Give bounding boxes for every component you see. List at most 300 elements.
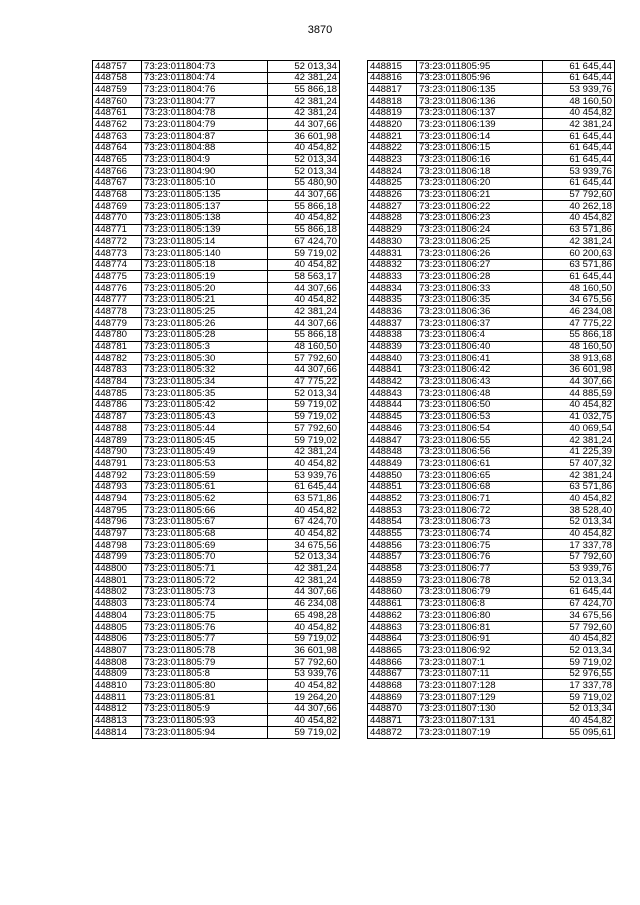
record-number-cell: 448847 <box>368 435 417 447</box>
table-row <box>368 224 615 236</box>
cadastral-value-cell: 36 601,98 <box>268 131 340 143</box>
cadastral-number-cell: 73:23:011807:19 <box>417 727 543 739</box>
cadastral-number-cell: 73:23:011805:95 <box>417 61 543 73</box>
cadastral-value-cell: 59 719,02 <box>268 399 340 411</box>
cadastral-number-cell: 73:23:011804:79 <box>142 119 268 131</box>
cadastral-number-cell: 73:23:011804:9 <box>142 154 268 166</box>
cadastral-value-cell: 34 675,56 <box>543 610 615 622</box>
record-number-cell: 448779 <box>93 318 142 330</box>
cadastral-number-cell: 73:23:011806:14 <box>417 131 543 143</box>
cadastral-value-cell: 53 939,76 <box>543 563 615 575</box>
cadastral-number-cell: 73:23:011805:32 <box>142 364 268 376</box>
record-number-cell: 448758 <box>93 72 142 84</box>
cadastral-number-cell: 73:23:011805:93 <box>142 715 268 727</box>
table-row <box>93 224 340 236</box>
record-number-cell: 448824 <box>368 166 417 178</box>
cadastral-value-cell: 42 381,24 <box>268 446 340 458</box>
table-row <box>93 563 340 575</box>
cadastral-value-cell: 57 792,60 <box>543 189 615 201</box>
cadastral-value-cell: 58 563,17 <box>268 271 340 283</box>
table-row <box>93 435 340 447</box>
record-number-cell: 448788 <box>93 423 142 435</box>
cadastral-number-cell: 73:23:011806:20 <box>417 177 543 189</box>
table-row <box>368 119 615 131</box>
cadastral-value-cell: 42 381,24 <box>268 563 340 575</box>
record-number-cell: 448830 <box>368 236 417 248</box>
cadastral-value-cell: 48 160,50 <box>543 341 615 353</box>
cadastral-value-cell: 40 454,82 <box>268 680 340 692</box>
record-number-cell: 448862 <box>368 610 417 622</box>
cadastral-number-cell: 73:23:011806:15 <box>417 142 543 154</box>
cadastral-value-cell: 40 454,82 <box>543 107 615 119</box>
table-row <box>368 283 615 295</box>
cadastral-number-cell: 73:23:011806:55 <box>417 435 543 447</box>
cadastral-value-cell: 67 424,70 <box>543 598 615 610</box>
cadastral-value-cell: 48 160,50 <box>543 283 615 295</box>
table-row <box>93 248 340 260</box>
table-row <box>93 142 340 154</box>
cadastral-number-cell: 73:23:011807:128 <box>417 680 543 692</box>
table-row <box>93 493 340 505</box>
record-number-cell: 448818 <box>368 96 417 108</box>
cadastral-value-cell: 44 307,66 <box>268 586 340 598</box>
cadastral-value-cell: 52 013,34 <box>543 575 615 587</box>
cadastral-value-cell: 40 454,82 <box>268 505 340 517</box>
cadastral-number-cell: 73:23:011806:24 <box>417 224 543 236</box>
cadastral-number-cell: 73:23:011806:73 <box>417 516 543 528</box>
table-row <box>93 96 340 108</box>
cadastral-number-cell: 73:23:011806:76 <box>417 551 543 563</box>
cadastral-value-cell: 52 013,34 <box>543 645 615 657</box>
record-number-cell: 448850 <box>368 470 417 482</box>
cadastral-number-cell: 73:23:011807:131 <box>417 715 543 727</box>
record-number-cell: 448805 <box>93 622 142 634</box>
page-number: 3870 <box>307 24 333 36</box>
cadastral-value-cell: 57 407,32 <box>543 458 615 470</box>
cadastral-number-cell: 73:23:011806:81 <box>417 622 543 634</box>
cadastral-number-cell: 73:23:011806:27 <box>417 259 543 271</box>
cadastral-number-cell: 73:23:011804:87 <box>142 131 268 143</box>
cadastral-value-cell: 53 939,76 <box>543 84 615 96</box>
cadastral-value-cell: 53 939,76 <box>543 166 615 178</box>
record-number-cell: 448776 <box>93 283 142 295</box>
cadastral-value-cell: 59 719,02 <box>543 657 615 669</box>
table-row <box>93 61 340 73</box>
record-number-cell: 448789 <box>93 435 142 447</box>
table-row <box>368 458 615 470</box>
record-number-cell: 448803 <box>93 598 142 610</box>
cadastral-number-cell: 73:23:011806:21 <box>417 189 543 201</box>
cadastral-number-cell: 73:23:011805:67 <box>142 516 268 528</box>
record-number-cell: 448817 <box>368 84 417 96</box>
record-number-cell: 448768 <box>93 189 142 201</box>
table-row <box>368 505 615 517</box>
cadastral-value-cell: 42 381,24 <box>268 306 340 318</box>
record-number-cell: 448841 <box>368 364 417 376</box>
cadastral-value-cell: 42 381,24 <box>543 119 615 131</box>
cadastral-value-cell: 19 264,20 <box>268 692 340 704</box>
cadastral-value-cell: 55 866,18 <box>268 329 340 341</box>
table-row <box>368 84 615 96</box>
cadastral-number-cell: 73:23:011805:77 <box>142 633 268 645</box>
record-number-cell: 448859 <box>368 575 417 587</box>
table-row <box>368 341 615 353</box>
table-row <box>93 633 340 645</box>
record-number-cell: 448757 <box>93 61 142 73</box>
table-row <box>368 703 615 715</box>
cadastral-number-cell: 73:23:011805:79 <box>142 657 268 669</box>
record-number-cell: 448832 <box>368 259 417 271</box>
cadastral-value-cell: 67 424,70 <box>268 516 340 528</box>
table-row <box>368 294 615 306</box>
cadastral-number-cell: 73:23:011805:34 <box>142 376 268 388</box>
cadastral-value-cell: 40 454,82 <box>268 212 340 224</box>
table-row <box>93 107 340 119</box>
cadastral-number-cell: 73:23:011806:42 <box>417 364 543 376</box>
table-row <box>368 528 615 540</box>
record-number-cell: 448759 <box>93 84 142 96</box>
record-number-cell: 448839 <box>368 341 417 353</box>
table-row <box>368 610 615 622</box>
cadastral-value-cell: 44 307,66 <box>268 119 340 131</box>
record-number-cell: 448864 <box>368 633 417 645</box>
table-row <box>93 645 340 657</box>
cadastral-value-cell: 40 454,82 <box>543 715 615 727</box>
table-row <box>93 470 340 482</box>
table-row <box>93 364 340 376</box>
cadastral-number-cell: 73:23:011806:137 <box>417 107 543 119</box>
table-row <box>93 283 340 295</box>
table-row <box>368 470 615 482</box>
cadastral-value-cell: 47 775,22 <box>543 318 615 330</box>
cadastral-number-cell: 73:23:011805:135 <box>142 189 268 201</box>
cadastral-number-cell: 73:23:011806:25 <box>417 236 543 248</box>
record-number-cell: 448774 <box>93 259 142 271</box>
table-row <box>368 411 615 423</box>
cadastral-value-cell: 52 013,34 <box>268 388 340 400</box>
cadastral-number-cell: 73:23:011805:94 <box>142 727 268 739</box>
record-number-cell: 448767 <box>93 177 142 189</box>
table-row <box>368 598 615 610</box>
table-row <box>368 633 615 645</box>
cadastral-number-cell: 73:23:011806:79 <box>417 586 543 598</box>
table-row <box>368 540 615 552</box>
cadastral-number-cell: 73:23:011805:53 <box>142 458 268 470</box>
cadastral-value-cell: 41 032,75 <box>543 411 615 423</box>
table-row <box>368 423 615 435</box>
table-row <box>93 551 340 563</box>
record-number-cell: 448857 <box>368 551 417 563</box>
record-number-cell: 448852 <box>368 493 417 505</box>
record-number-cell: 448840 <box>368 353 417 365</box>
record-number-cell: 448793 <box>93 481 142 493</box>
cadastral-number-cell: 73:23:011805:138 <box>142 212 268 224</box>
table-row <box>93 528 340 540</box>
record-number-cell: 448762 <box>93 119 142 131</box>
record-number-cell: 448833 <box>368 271 417 283</box>
cadastral-number-cell: 73:23:011806:4 <box>417 329 543 341</box>
cadastral-number-cell: 73:23:011805:42 <box>142 399 268 411</box>
table-row <box>368 271 615 283</box>
table-row <box>368 645 615 657</box>
record-number-cell: 448763 <box>93 131 142 143</box>
record-number-cell: 448761 <box>93 107 142 119</box>
record-number-cell: 448796 <box>93 516 142 528</box>
table-row <box>93 715 340 727</box>
cadastral-value-cell: 57 792,60 <box>268 423 340 435</box>
cadastral-value-cell: 52 013,34 <box>268 61 340 73</box>
table-row <box>368 575 615 587</box>
table-row <box>368 715 615 727</box>
record-number-cell: 448829 <box>368 224 417 236</box>
cadastral-number-cell: 73:23:011805:72 <box>142 575 268 587</box>
record-number-cell: 448849 <box>368 458 417 470</box>
table-row <box>368 166 615 178</box>
record-number-cell: 448806 <box>93 633 142 645</box>
record-number-cell: 448835 <box>368 294 417 306</box>
table-row <box>368 248 615 260</box>
table-row <box>93 516 340 528</box>
record-number-cell: 448790 <box>93 446 142 458</box>
table-row <box>368 96 615 108</box>
record-number-cell: 448798 <box>93 540 142 552</box>
cadastral-number-cell: 73:23:011806:68 <box>417 481 543 493</box>
cadastral-number-cell: 73:23:011805:18 <box>142 259 268 271</box>
cadastral-number-cell: 73:23:011806:50 <box>417 399 543 411</box>
cadastral-number-cell: 73:23:011806:53 <box>417 411 543 423</box>
cadastral-number-cell: 73:23:011806:136 <box>417 96 543 108</box>
cadastral-number-cell: 73:23:011806:8 <box>417 598 543 610</box>
table-row <box>93 201 340 213</box>
cadastral-value-cell: 61 645,44 <box>543 586 615 598</box>
cadastral-number-cell: 73:23:011806:139 <box>417 119 543 131</box>
record-number-cell: 448863 <box>368 622 417 634</box>
table-row <box>368 376 615 388</box>
cadastral-number-cell: 73:23:011807:130 <box>417 703 543 715</box>
cadastral-value-cell: 52 013,34 <box>268 551 340 563</box>
table-row <box>93 458 340 470</box>
record-number-cell: 448801 <box>93 575 142 587</box>
record-number-cell: 448845 <box>368 411 417 423</box>
table-row <box>368 212 615 224</box>
cadastral-number-cell: 73:23:011806:65 <box>417 470 543 482</box>
table-row <box>93 598 340 610</box>
cadastral-number-cell: 73:23:011805:44 <box>142 423 268 435</box>
cadastral-value-cell: 44 307,66 <box>268 364 340 376</box>
cadastral-value-cell: 47 775,22 <box>268 376 340 388</box>
record-number-cell: 448821 <box>368 131 417 143</box>
table-row <box>368 551 615 563</box>
record-number-cell: 448810 <box>93 680 142 692</box>
record-number-cell: 448871 <box>368 715 417 727</box>
cadastral-value-cell: 52 013,34 <box>268 154 340 166</box>
record-number-cell: 448792 <box>93 470 142 482</box>
cadastral-number-cell: 73:23:011807:11 <box>417 668 543 680</box>
cadastral-number-cell: 73:23:011804:88 <box>142 142 268 154</box>
table-row <box>93 72 340 84</box>
record-number-cell: 448842 <box>368 376 417 388</box>
cadastral-value-cell: 44 307,66 <box>543 376 615 388</box>
record-number-cell: 448807 <box>93 645 142 657</box>
table-row <box>93 166 340 178</box>
record-number-cell: 448794 <box>93 493 142 505</box>
cadastral-value-cell: 60 200,63 <box>543 248 615 260</box>
cadastral-number-cell: 73:23:011806:35 <box>417 294 543 306</box>
table-row <box>93 119 340 131</box>
record-number-cell: 448784 <box>93 376 142 388</box>
cadastral-value-cell: 44 307,66 <box>268 283 340 295</box>
cadastral-value-cell: 52 013,34 <box>543 703 615 715</box>
record-number-cell: 448816 <box>368 72 417 84</box>
table-row <box>368 306 615 318</box>
cadastral-value-cell: 63 571,86 <box>543 259 615 271</box>
cadastral-value-cell: 38 913,68 <box>543 353 615 365</box>
cadastral-value-cell: 36 601,98 <box>268 645 340 657</box>
record-number-cell: 448795 <box>93 505 142 517</box>
table-row <box>93 177 340 189</box>
cadastral-number-cell: 73:23:011806:74 <box>417 528 543 540</box>
record-number-cell: 448764 <box>93 142 142 154</box>
table-row <box>93 84 340 96</box>
cadastral-number-cell: 73:23:011807:129 <box>417 692 543 704</box>
cadastral-number-cell: 73:23:011805:49 <box>142 446 268 458</box>
cadastral-value-cell: 34 675,56 <box>543 294 615 306</box>
table-row <box>93 189 340 201</box>
cadastral-number-cell: 73:23:011804:90 <box>142 166 268 178</box>
cadastral-value-cell: 40 454,82 <box>268 458 340 470</box>
cadastral-number-cell: 73:23:011806:33 <box>417 283 543 295</box>
cadastral-number-cell: 73:23:011806:72 <box>417 505 543 517</box>
cadastral-value-cell: 57 792,60 <box>543 551 615 563</box>
cadastral-value-cell: 34 675,56 <box>268 540 340 552</box>
cadastral-value-cell: 48 160,50 <box>268 341 340 353</box>
cadastral-number-cell: 73:23:011805:45 <box>142 435 268 447</box>
table-row <box>368 318 615 330</box>
cadastral-value-cell: 57 792,60 <box>543 622 615 634</box>
cadastral-number-cell: 73:23:011806:75 <box>417 540 543 552</box>
table-row <box>368 388 615 400</box>
record-number-cell: 448834 <box>368 283 417 295</box>
cadastral-value-cell: 42 381,24 <box>543 470 615 482</box>
record-number-cell: 448770 <box>93 212 142 224</box>
record-number-cell: 448791 <box>93 458 142 470</box>
table-row <box>93 388 340 400</box>
cadastral-number-cell: 73:23:011805:76 <box>142 622 268 634</box>
record-number-cell: 448869 <box>368 692 417 704</box>
table-row <box>93 353 340 365</box>
table-row <box>93 540 340 552</box>
table-row <box>93 610 340 622</box>
cadastral-number-cell: 73:23:011805:43 <box>142 411 268 423</box>
cadastral-number-cell: 73:23:011806:40 <box>417 341 543 353</box>
cadastral-number-cell: 73:23:011807:1 <box>417 657 543 669</box>
table-row <box>368 259 615 271</box>
record-number-cell: 448822 <box>368 142 417 154</box>
cadastral-value-cell: 52 976,55 <box>543 668 615 680</box>
record-number-cell: 448858 <box>368 563 417 575</box>
cadastral-value-cell: 42 381,24 <box>543 435 615 447</box>
cadastral-number-cell: 73:23:011804:78 <box>142 107 268 119</box>
cadastral-number-cell: 73:23:011804:77 <box>142 96 268 108</box>
cadastral-number-cell: 73:23:011805:69 <box>142 540 268 552</box>
record-number-cell: 448848 <box>368 446 417 458</box>
cadastral-value-cell: 42 381,24 <box>268 96 340 108</box>
cadastral-value-cell: 59 719,02 <box>268 248 340 260</box>
table-row <box>93 727 340 739</box>
cadastral-value-cell: 61 645,44 <box>268 481 340 493</box>
record-number-cell: 448809 <box>93 668 142 680</box>
table-row <box>93 236 340 248</box>
cadastral-number-cell: 73:23:011806:23 <box>417 212 543 224</box>
cadastral-value-cell: 59 719,02 <box>268 411 340 423</box>
cadastral-number-cell: 73:23:011805:30 <box>142 353 268 365</box>
cadastral-value-cell: 52 013,34 <box>268 166 340 178</box>
table-row <box>368 668 615 680</box>
cadastral-value-cell: 55 866,18 <box>268 201 340 213</box>
record-number-cell: 448815 <box>368 61 417 73</box>
cadastral-number-cell: 73:23:011806:48 <box>417 388 543 400</box>
record-number-cell: 448844 <box>368 399 417 411</box>
cadastral-number-cell: 73:23:011805:19 <box>142 271 268 283</box>
table-row <box>93 294 340 306</box>
record-number-cell: 448783 <box>93 364 142 376</box>
cadastral-value-cell: 61 645,44 <box>543 131 615 143</box>
cadastral-number-cell: 73:23:011806:16 <box>417 154 543 166</box>
cadastral-value-cell: 40 069,54 <box>543 423 615 435</box>
cadastral-number-cell: 73:23:011806:41 <box>417 353 543 365</box>
cadastral-number-cell: 73:23:011806:78 <box>417 575 543 587</box>
record-number-cell: 448870 <box>368 703 417 715</box>
table-row <box>368 727 615 739</box>
cadastral-number-cell: 73:23:011806:37 <box>417 318 543 330</box>
cadastral-value-cell: 46 234,08 <box>268 598 340 610</box>
record-number-cell: 448851 <box>368 481 417 493</box>
cadastral-number-cell: 73:23:011805:71 <box>142 563 268 575</box>
table-row <box>93 212 340 224</box>
cadastral-value-cell: 40 454,82 <box>268 259 340 271</box>
cadastral-number-cell: 73:23:011805:14 <box>142 236 268 248</box>
record-number-cell: 448856 <box>368 540 417 552</box>
record-number-cell: 448865 <box>368 645 417 657</box>
record-number-cell: 448872 <box>368 727 417 739</box>
table-row <box>368 61 615 73</box>
record-number-cell: 448861 <box>368 598 417 610</box>
table-row <box>368 563 615 575</box>
cadastral-value-cell: 59 719,02 <box>268 727 340 739</box>
cadastral-number-cell: 73:23:011805:137 <box>142 201 268 213</box>
table-row <box>368 154 615 166</box>
cadastral-value-cell: 57 792,60 <box>268 657 340 669</box>
table-row <box>368 107 615 119</box>
record-number-cell: 448766 <box>93 166 142 178</box>
cadastral-number-cell: 73:23:011805:140 <box>142 248 268 260</box>
table-row <box>368 435 615 447</box>
record-number-cell: 448773 <box>93 248 142 260</box>
cadastral-value-cell: 17 337,78 <box>543 680 615 692</box>
cadastral-value-cell: 67 424,70 <box>268 236 340 248</box>
cadastral-value-cell: 63 571,86 <box>268 493 340 505</box>
record-number-cell: 448813 <box>93 715 142 727</box>
cadastral-number-cell: 73:23:011806:43 <box>417 376 543 388</box>
cadastral-number-cell: 73:23:011805:20 <box>142 283 268 295</box>
table-row <box>93 306 340 318</box>
cadastral-number-cell: 73:23:011805:8 <box>142 668 268 680</box>
cadastral-number-cell: 73:23:011805:70 <box>142 551 268 563</box>
table-row <box>93 399 340 411</box>
cadastral-number-cell: 73:23:011806:22 <box>417 201 543 213</box>
cadastral-number-cell: 73:23:011805:81 <box>142 692 268 704</box>
cadastral-number-cell: 73:23:011805:73 <box>142 586 268 598</box>
